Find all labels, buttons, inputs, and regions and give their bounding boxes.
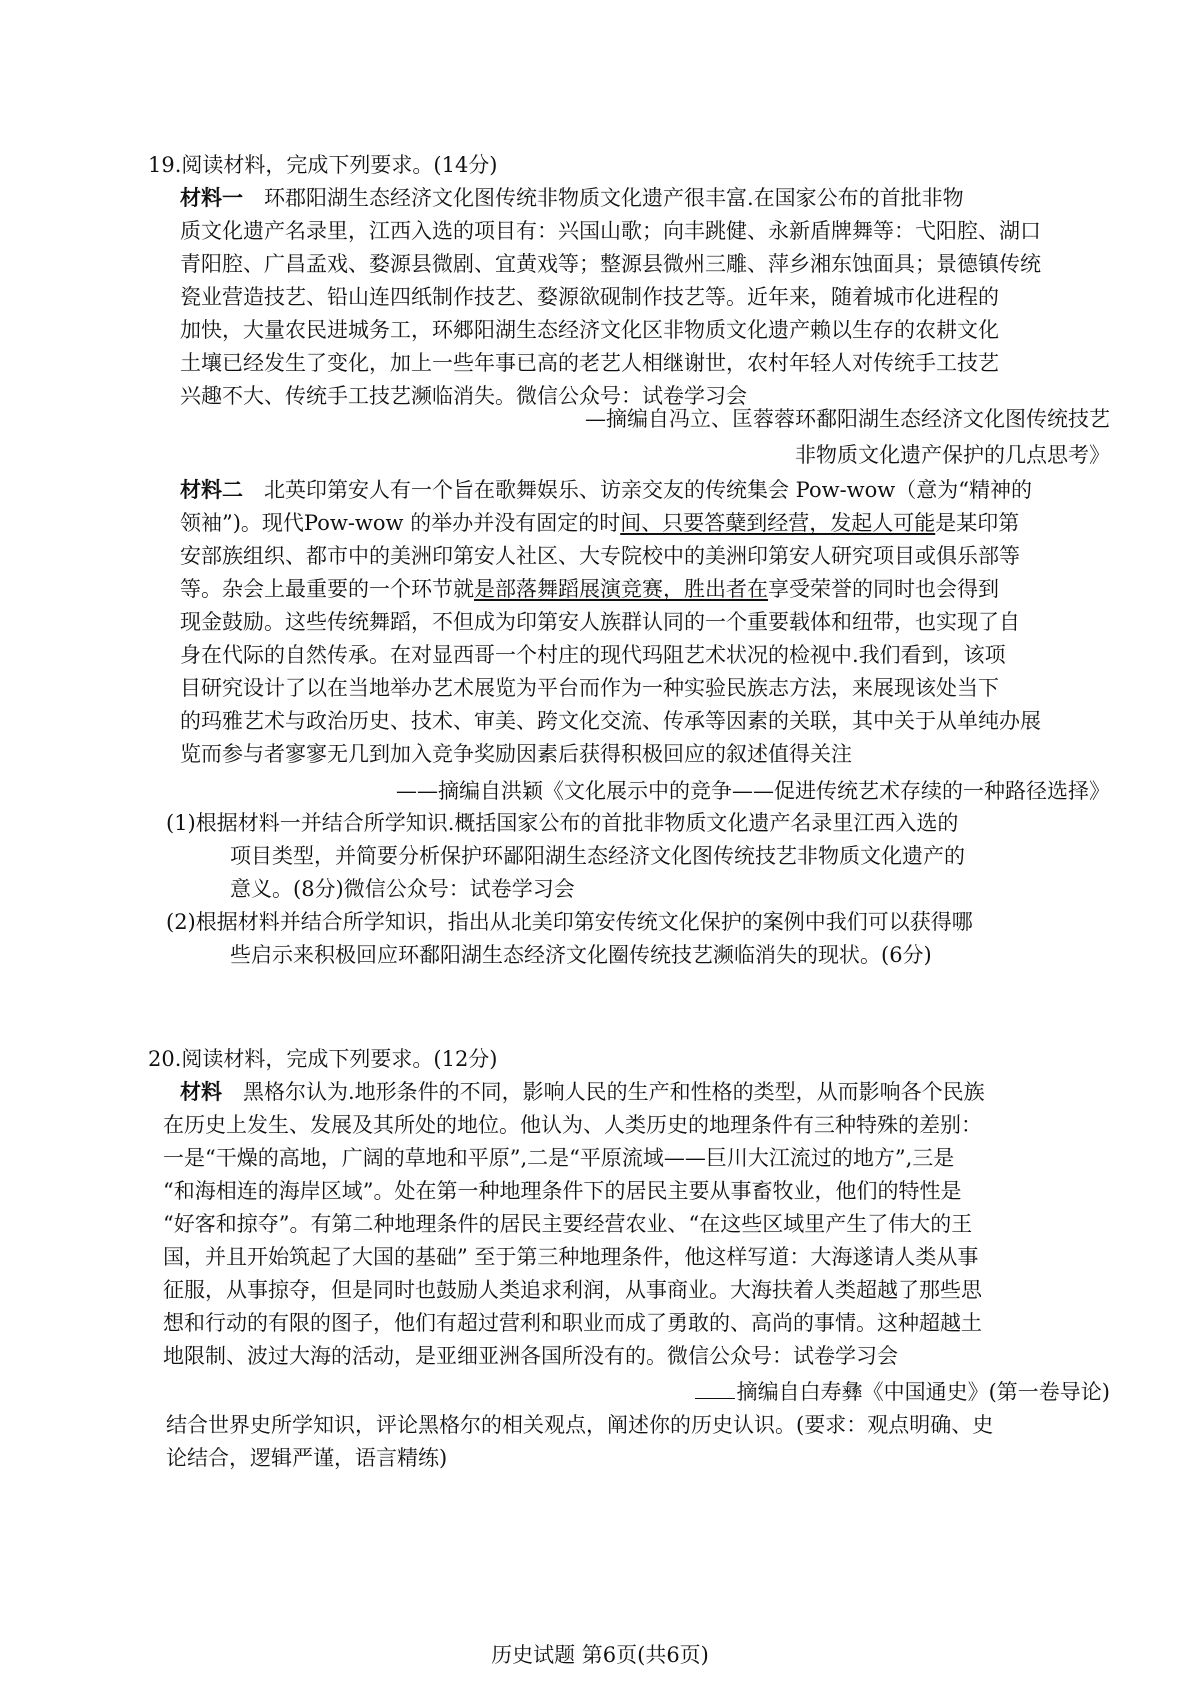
q19-sub1-line-2: 意义。(8分)微信公众号：试卷学习会 xyxy=(230,877,575,901)
q19-material2-label: 材料二 xyxy=(180,477,243,502)
q20-material-line-0 xyxy=(180,1077,985,1107)
q20-task-line-1: 论结合，逻辑严谨，语言精练) xyxy=(166,1446,448,1470)
q20-material-line-1: 在历史上发生、发展及其所处的地位。他认为、人类历史的地理条件有三种特殊的差别： xyxy=(163,1113,982,1137)
q20-title: 20.阅读材料，完成下列要求。(12分) xyxy=(148,1047,498,1071)
q19-material2-line-2: 安部族组织、都市中的美洲印第安人社区、大专院校中的美洲印第安人研究项目或俱乐部等 xyxy=(180,544,1020,568)
q19-material1-line-5: 土壤已经发生了变化，加上一些年事已高的老艺人相继谢世，农村年轻人对传统手工技艺 xyxy=(180,351,999,375)
q20-material-line-6: 征服，从事掠夺，但是同时也鼓励人类追求利润，从事商业。大海扶着人类超越了那些思 xyxy=(163,1278,982,1302)
q19-material2-line-1 xyxy=(180,508,1019,538)
q19-material1-line-0 xyxy=(180,183,964,213)
q19-material2-text-1b: 是某印第 xyxy=(935,511,1020,535)
q19-material2-text-0: 北英印第安人有一个旨在歌舞娱乐、访亲交友的传统集会 Pow-wow（意为“精神的 xyxy=(264,478,1032,502)
q19-material2-line-8: 览而参与者寥寥无几到加入竞争奖励因素后获得积极回应的叙述值得关注 xyxy=(180,742,852,766)
q20-material-line-4: “好客和掠夺”。有第二种地理条件的居民主要经营农业、“在这些区域里产生了伟大的王 xyxy=(163,1212,973,1236)
q19-sub1-line-0: (1)根据材料一并结合所学知识.概括国家公布的首批非物质文化遗产名录里江西入选的 xyxy=(166,811,959,835)
q20-material-line-8: 地限制、波过大海的活动，是亚细亚洲各国所没有的。微信公众号：试卷学习会 xyxy=(163,1344,898,1368)
q19-material1-label: 材料一 xyxy=(180,185,243,210)
q20-material-line-2: 一是“干燥的高地，广阔的草地和平原”,二是“平原流域——巨川大江流过的地方”,三是 xyxy=(163,1146,955,1170)
q19-material2-text-3b: 享受荣誉的同时也会得到 xyxy=(768,577,999,601)
q19-material2-line-0 xyxy=(180,475,1032,505)
q20-source-text: 摘编自白寿彝《中国通史》(第一卷导论) xyxy=(736,1380,1110,1404)
q19-material1-source-1: —摘编自冯立、匡蓉蓉环鄱阳湖生态经济文化图传统技艺 xyxy=(585,407,1110,431)
q19-material1-line-6: 兴趣不大、传统手工技艺濒临消失。微信公众号：试卷学习会 xyxy=(180,384,747,408)
q20-source xyxy=(695,1377,1110,1407)
source-blank-line xyxy=(695,1378,735,1399)
q19-material1-source-2: 非物质文化遗产保护的几点思考》 xyxy=(795,443,1110,467)
q19-material1-line-3: 瓷业营造技艺、铅山连四纸制作技艺、婺源欲砚制作技艺等。近年来，随着城市化进程的 xyxy=(180,285,999,309)
q19-material2-text-1a: 领袖”)。现代Pow-wow 的举办并没有固定的时 xyxy=(180,511,621,535)
q19-title: 19.阅读材料，完成下列要求。(14分) xyxy=(148,153,498,177)
q19-material2-line-4: 现金鼓励。这些传统舞蹈，不但成为印第安人族群认同的一个重要载体和纽带，也实现了自 xyxy=(180,610,1020,634)
page-footer: 历史试题 第6页(共6页) xyxy=(491,1643,709,1667)
q19-material2-line-6: 目研究设计了以在当地举办艺术展览为平台而作为一种实验民族志方法，来展现该处当下 xyxy=(180,676,999,700)
q19-material2-source: ——摘编自洪颖《文化展示中的竞争——促进传统艺术存续的一种路径选择》 xyxy=(396,779,1110,803)
q20-material-line-7: 想和行动的有限的图子，他们有超过营利和职业而成了勇敢的、高尚的事情。这种超越土 xyxy=(163,1311,982,1335)
q20-material-text-0: 黑格尔认为.地形条件的不同，影响人民的生产和性格的类型，从而影响各个民族 xyxy=(243,1080,985,1104)
q19-material1-line-1: 质文化遗产名录里，江西入选的项目有：兴国山歌；向丰跳健、永新盾牌舞等：弋阳腔、湖口 xyxy=(180,219,1041,243)
q19-sub2-line-0: (2)根据材料并结合所学知识，指出从北美印第安传统文化保护的案例中我们可以获得哪 xyxy=(166,910,973,934)
q19-material1-line-2: 青阳腔、广昌孟戏、婺源县微剧、宜黄戏等；整源县微州三雕、萍乡湘东蚀面具；景德镇传统 xyxy=(180,252,1041,276)
q19-material2-line-7: 的玛雅艺术与政治历史、技术、审美、跨文化交流、传承等因素的关联，其中关于从单纯办展 xyxy=(180,709,1041,733)
q19-sub1-line-1: 项目类型，并简要分析保护环鄙阳湖生态经济文化图传统技艺非物质文化遗产的 xyxy=(230,844,965,868)
q19-material1-line-4: 加快，大量农民进城务工，环郷阳湖生态经济文化区非物质文化遗产赖以生存的农耕文化 xyxy=(180,318,999,342)
q19-material2-line-5: 身在代际的自然传承。在对显西哥一个村庄的现代玛阻艺术状况的检视中.我们看到，该项 xyxy=(180,643,1006,667)
q20-material-line-3: “和海相连的海岸区域”。处在第一种地理条件下的居民主要从事畜牧业，他们的特性是 xyxy=(163,1179,962,1203)
q20-material-line-5: 国，并且开始筑起了大国的基础” 至于第三种地理条件，他这样写道：大海遂请人类从事 xyxy=(163,1245,979,1269)
q20-task-line-0: 结合世界史所学知识，评论黑格尔的相关观点，阐述你的历史认识。(要求：观点明确、史 xyxy=(166,1413,994,1437)
q19-material2-line-3 xyxy=(180,574,999,604)
q19-material1-text-0: 环郡阳湖生态经济文化图传统非物质文化遗产很丰富.在国家公布的首批非物 xyxy=(264,186,964,210)
q19-material2-underlined-3: 是部落舞蹈展演竞赛，胜出者在 xyxy=(474,577,768,601)
q19-material2-text-3a: 等。杂会上最重要的一个环节就 xyxy=(180,577,474,601)
q19-sub2-line-1: 些启示来积极回应环鄱阳湖生态经济文化圈传统技艺濒临消失的现状。(6分) xyxy=(230,943,932,967)
q19-material2-underlined-1: 间、只要答蘖到经营，发起人可能 xyxy=(620,511,936,535)
q20-material-label: 材料 xyxy=(180,1079,222,1104)
